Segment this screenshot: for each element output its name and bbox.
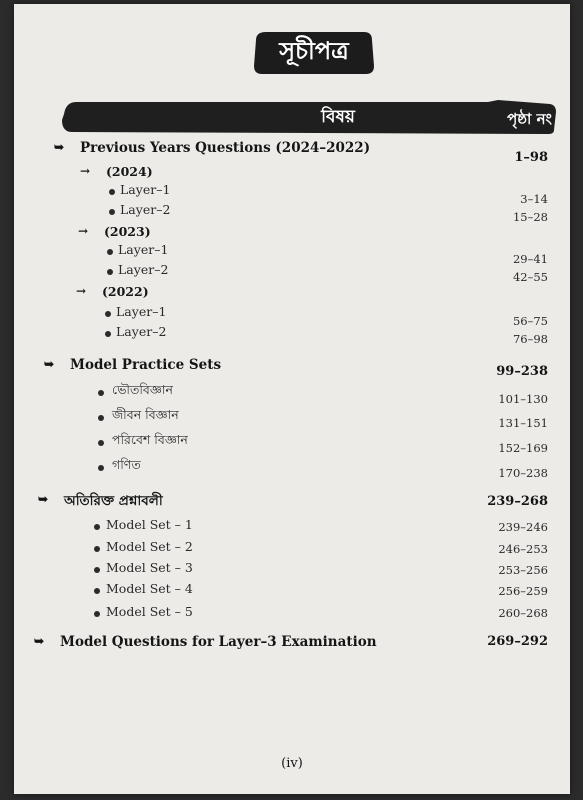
list-item: Layer–1	[116, 304, 167, 319]
item-pages: 42–55	[512, 270, 548, 284]
list-item: Layer–2	[120, 202, 171, 217]
item-pages: 246–253	[498, 542, 548, 556]
section-title: অতিরিক্ত প্রশ্নাবলী	[64, 493, 163, 509]
page-title: সূচীপত্র	[279, 37, 349, 65]
bullet-icon	[105, 331, 111, 337]
page-number: (iv)	[281, 756, 303, 771]
list-item: জীবন বিজ্ঞান	[112, 407, 179, 422]
list-item: Model Set – 3	[106, 560, 193, 575]
section-pages: 269–292	[487, 634, 548, 649]
group-title: (2022)	[102, 284, 149, 299]
item-pages: 3–14	[520, 192, 548, 206]
bullet-icon	[98, 415, 104, 421]
item-pages: 29–41	[512, 252, 548, 266]
item-pages: 152–169	[498, 441, 548, 455]
bullet-icon	[98, 440, 104, 446]
list-item: Layer–1	[120, 182, 171, 197]
list-item: Model Set – 1	[106, 517, 193, 532]
header-subject: বিষয়	[321, 107, 355, 127]
bullet-icon	[105, 311, 111, 317]
bullet-icon	[94, 524, 100, 530]
bullet-icon	[109, 209, 115, 215]
header-page-number: পৃষ্ঠা নং	[507, 110, 552, 128]
bullet-icon	[107, 249, 113, 255]
section-title: Previous Years Questions (2024–2022)	[80, 140, 371, 156]
list-item: Model Set – 5	[106, 604, 193, 619]
item-pages: 260–268	[498, 606, 548, 620]
section-arrow-icon: ➥	[38, 492, 49, 506]
group-arrow-icon: →	[80, 164, 91, 178]
item-pages: 170–238	[498, 466, 548, 480]
bullet-icon	[98, 390, 104, 396]
section-pages: 99–238	[496, 364, 548, 379]
list-item: ভৌতবিজ্ঞান	[112, 382, 173, 397]
item-pages: 56–75	[512, 314, 548, 328]
section-pages: 239–268	[487, 494, 548, 509]
section-arrow-icon: ➥	[34, 634, 45, 648]
group-arrow-icon: →	[78, 224, 89, 238]
item-pages: 256–259	[498, 584, 548, 598]
group-title: (2023)	[104, 224, 151, 239]
item-pages: 15–28	[512, 210, 548, 224]
item-pages: 101–130	[498, 392, 548, 406]
bullet-icon	[98, 465, 104, 471]
section-pages: 1–98	[514, 150, 548, 165]
bullet-icon	[94, 546, 100, 552]
list-item: Model Set – 4	[106, 581, 193, 596]
item-pages: 131–151	[498, 416, 548, 430]
list-item: Layer–2	[118, 262, 169, 277]
bullet-icon	[94, 567, 100, 573]
bullet-icon	[107, 269, 113, 275]
group-title: (2024)	[106, 164, 153, 179]
title-banner	[252, 30, 376, 76]
bullet-icon	[94, 588, 100, 594]
list-item: Model Set – 2	[106, 539, 193, 554]
list-item: Layer–1	[118, 242, 169, 257]
section-arrow-icon: ➥	[44, 357, 55, 371]
table-header	[58, 100, 558, 134]
document-page	[14, 4, 570, 794]
list-item: পরিবেশ বিজ্ঞান	[112, 432, 188, 447]
item-pages: 76–98	[512, 332, 548, 346]
section-arrow-icon: ➥	[54, 140, 65, 154]
bullet-icon	[94, 611, 100, 617]
bullet-icon	[109, 189, 115, 195]
list-item: Layer–2	[116, 324, 167, 339]
group-arrow-icon: →	[76, 284, 87, 298]
section-title: Model Practice Sets	[70, 357, 222, 373]
item-pages: 253–256	[498, 563, 548, 577]
item-pages: 239–246	[498, 520, 548, 534]
section-title: Model Questions for Layer–3 Examination	[60, 634, 377, 650]
list-item: গণিত	[112, 457, 141, 472]
